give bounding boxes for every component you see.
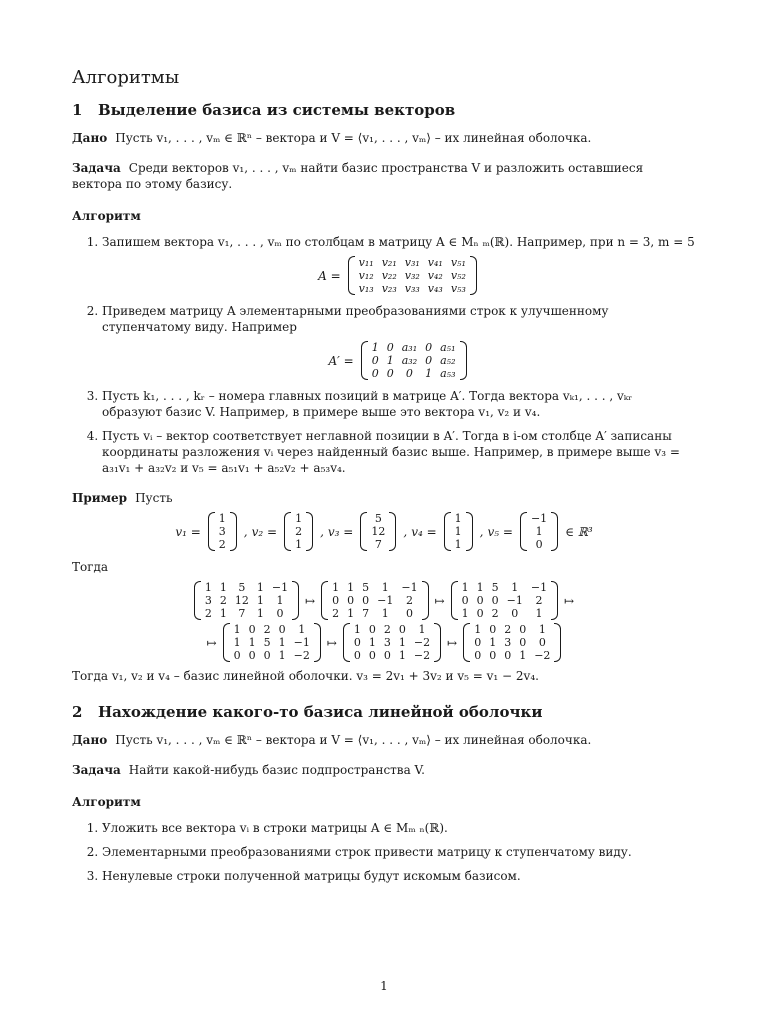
matrix-entry: 1 bbox=[489, 636, 497, 649]
matrix-entry: 1 bbox=[204, 581, 212, 594]
matrix-entry: −2 bbox=[413, 636, 431, 649]
matrix-body bbox=[355, 256, 470, 295]
matrix-row bbox=[230, 623, 314, 636]
matrix-entry: −1 bbox=[377, 594, 394, 607]
vector-label: v₃ = bbox=[327, 524, 354, 539]
matrix-body bbox=[230, 623, 314, 662]
matrix-entry: 0 bbox=[248, 649, 256, 662]
matrix-entry: v₂₃ bbox=[381, 282, 397, 295]
algorithm-steps bbox=[72, 234, 696, 476]
given-text: Пусть v₁, . . . , vₘ ∈ ℝⁿ – вектора и V = ⟨v₁, . . . , vₘ⟩ – их линейная оболочка. bbox=[115, 733, 592, 747]
comma-separator: , bbox=[320, 524, 324, 539]
matrix-entry: a₅₂ bbox=[440, 354, 456, 367]
matrix-row bbox=[230, 649, 314, 662]
then-label: Тогда bbox=[72, 560, 109, 574]
equation-A-prime bbox=[102, 341, 696, 380]
matrix-entry: 5 bbox=[491, 581, 499, 594]
matrix-row bbox=[201, 581, 292, 594]
matrix-entry: 7 bbox=[238, 607, 246, 620]
left-bracket bbox=[194, 581, 201, 620]
matrix-entry: 1 bbox=[248, 636, 256, 649]
right-bracket bbox=[306, 512, 313, 551]
matrix-entry: 0 bbox=[386, 341, 394, 354]
matrix-entry: −1 bbox=[506, 594, 523, 607]
matrix-entry: 0 bbox=[362, 594, 370, 607]
example-intro: Пусть bbox=[135, 491, 173, 505]
matrix-row bbox=[350, 636, 434, 649]
matrix-entry: −1 bbox=[293, 636, 310, 649]
matrix-entry: 1 bbox=[418, 623, 426, 636]
matrix-entry: 1 bbox=[233, 623, 241, 636]
matrix-entry: 3 bbox=[504, 636, 512, 649]
column-vector bbox=[520, 512, 558, 551]
reduction-matrix bbox=[343, 623, 441, 662]
matrix-row bbox=[470, 636, 554, 649]
matrix-row bbox=[527, 525, 551, 538]
matrix-entry: 0 bbox=[474, 636, 482, 649]
document-page bbox=[72, 66, 696, 892]
matrix-entry: 0 bbox=[476, 594, 484, 607]
matrix-row bbox=[355, 269, 470, 282]
given-paragraph bbox=[72, 130, 696, 146]
comma-separator: , bbox=[243, 524, 248, 539]
matrix-entry: 2 bbox=[491, 607, 499, 620]
matrix-entry: 1 bbox=[454, 538, 462, 551]
matrix-row bbox=[368, 341, 460, 354]
left-bracket bbox=[321, 581, 328, 620]
matrix-entry: 2 bbox=[332, 607, 340, 620]
matrix-entry: 1 bbox=[381, 607, 389, 620]
matrix-entry: 0 bbox=[332, 594, 340, 607]
step-text: Ненулевые строки полученной матрицы будут искомым базисом. bbox=[102, 869, 521, 883]
matrix-row bbox=[291, 525, 306, 538]
matrix-entry: 2 bbox=[504, 623, 512, 636]
matrix-row bbox=[291, 512, 306, 525]
mapsto-arrow: ↦ bbox=[206, 635, 217, 650]
matrix-entry: v₃₁ bbox=[404, 256, 420, 269]
matrix-entry: a₃₂ bbox=[401, 354, 418, 367]
section-1-heading bbox=[72, 100, 696, 120]
matrix-entry: v₁₁ bbox=[358, 256, 374, 269]
matrix-entry: 5 bbox=[362, 581, 370, 594]
matrix-row bbox=[368, 354, 460, 367]
matrix-entry: 0 bbox=[368, 649, 376, 662]
example-paragraph bbox=[72, 490, 696, 506]
matrix-entry: v₅₂ bbox=[450, 269, 466, 282]
matrix-row bbox=[355, 282, 470, 295]
matrix-entry: 1 bbox=[219, 581, 227, 594]
matrix-entry: 0 bbox=[504, 649, 512, 662]
matrix-entry: 5 bbox=[263, 636, 271, 649]
matrix-row bbox=[527, 512, 551, 525]
given-text: Пусть v₁, . . . , vₘ ∈ ℝⁿ – вектора и V = ⟨v₁, . . . , vₘ⟩ – их линейная оболочка. bbox=[115, 131, 592, 145]
matrix-entry: 0 bbox=[347, 594, 355, 607]
matrix-entry: 1 bbox=[256, 607, 264, 620]
right-bracket bbox=[292, 581, 299, 620]
matrix-entry: −2 bbox=[534, 649, 551, 662]
vector-label: v₁ = bbox=[175, 524, 201, 539]
mapsto-arrow: ↦ bbox=[564, 593, 575, 608]
left-bracket bbox=[223, 623, 230, 662]
matrix-row bbox=[201, 607, 292, 620]
matrix-entry: 0 bbox=[353, 636, 361, 649]
matrix-entry: 0 bbox=[519, 623, 527, 636]
matrix-entry: −1 bbox=[530, 581, 548, 594]
matrix-entry: 5 bbox=[238, 581, 246, 594]
matrix-entry: 3 bbox=[218, 525, 226, 538]
matrix-A-prime bbox=[361, 341, 467, 380]
step-3 bbox=[102, 868, 696, 884]
comma-separator: , bbox=[479, 524, 484, 539]
matrix-entry: 1 bbox=[332, 581, 340, 594]
matrix-entry: v₂₁ bbox=[381, 256, 397, 269]
column-vector bbox=[208, 512, 237, 551]
left-bracket bbox=[463, 623, 470, 662]
step-text: Пусть k₁, . . . , kᵣ – номера главных позиций в матрице A′. Тогда вектора vₖ₁, . . . , vₖᵣ образуют базис V. Например, в примере выше это вектора v₁, v₂ и v₄. bbox=[102, 389, 633, 419]
matrix-entry: v₅₁ bbox=[450, 256, 466, 269]
matrix-entry: 1 bbox=[511, 581, 519, 594]
mapsto-arrow: ↦ bbox=[326, 635, 337, 650]
matrix-entry: v₄₃ bbox=[427, 282, 443, 295]
algorithm-steps bbox=[72, 820, 696, 884]
matrix-row bbox=[451, 538, 466, 551]
column-vector bbox=[444, 512, 473, 551]
right-bracket bbox=[551, 512, 558, 551]
given-label: Дано bbox=[72, 733, 108, 747]
step-1 bbox=[102, 234, 696, 295]
matrix-entry: 1 bbox=[347, 581, 355, 594]
matrix-entry: a₅₁ bbox=[440, 341, 456, 354]
left-bracket bbox=[348, 256, 355, 295]
matrix-entry: 1 bbox=[474, 623, 482, 636]
matrix-entry: 0 bbox=[461, 594, 469, 607]
step-text: Приведем матрицу A элементарными преобразованиями строк к улучшенному ступенчатому виду. Например bbox=[102, 304, 609, 334]
left-bracket bbox=[520, 512, 527, 551]
reduction-matrix bbox=[321, 581, 428, 620]
matrix-row bbox=[328, 581, 421, 594]
matrix-body bbox=[367, 512, 389, 551]
matrix-entry: 1 bbox=[454, 512, 462, 525]
matrix-entry: v₄₁ bbox=[427, 256, 443, 269]
matrix-row bbox=[458, 581, 551, 594]
left-bracket bbox=[343, 623, 350, 662]
left-bracket bbox=[208, 512, 215, 551]
section-number: 2 bbox=[72, 703, 83, 721]
matrix-body bbox=[527, 512, 551, 551]
equation-A bbox=[102, 256, 696, 295]
given-paragraph bbox=[72, 732, 696, 748]
section-title: Выделение базиса из системы векторов bbox=[98, 101, 456, 119]
matrix-entry: 1 bbox=[535, 525, 543, 538]
matrix-body bbox=[291, 512, 306, 551]
matrix-entry: −1 bbox=[271, 581, 289, 594]
section-title: Нахождение какого-то базиса линейной оболочки bbox=[98, 703, 543, 721]
matrix-entry: 1 bbox=[381, 581, 389, 594]
matrix-entry: 2 bbox=[405, 594, 413, 607]
matrix-entry: 1 bbox=[425, 367, 433, 380]
equation-lhs: A′ = bbox=[328, 353, 354, 368]
matrix-row bbox=[458, 594, 551, 607]
matrix-row bbox=[201, 594, 292, 607]
step-4 bbox=[102, 428, 696, 476]
mapsto-arrow: ↦ bbox=[434, 593, 445, 608]
left-bracket bbox=[360, 512, 367, 551]
matrix-entry: v₂₂ bbox=[381, 269, 397, 282]
matrix-entry: 0 bbox=[371, 354, 379, 367]
matrix-entry: −1 bbox=[401, 581, 418, 594]
matrix-row bbox=[367, 538, 389, 551]
task-label: Задача bbox=[72, 763, 121, 777]
left-bracket bbox=[361, 341, 368, 380]
right-bracket bbox=[389, 512, 396, 551]
section-number: 1 bbox=[72, 101, 83, 119]
matrix-row bbox=[215, 538, 230, 551]
example-vectors bbox=[72, 512, 696, 551]
matrix-entry: 2 bbox=[535, 594, 543, 607]
matrix-entry: 0 bbox=[263, 649, 271, 662]
mapsto-arrow: ↦ bbox=[305, 593, 316, 608]
step-text: Уложить все вектора vᵢ в строки матрицы A ∈ Mₘ ₙ(ℝ). bbox=[102, 821, 448, 835]
step-1 bbox=[102, 820, 696, 836]
matrix-entry: 12 bbox=[234, 594, 249, 607]
left-bracket bbox=[444, 512, 451, 551]
vector-space-label: ∈ ℝ³ bbox=[565, 524, 593, 539]
task-paragraph bbox=[72, 762, 696, 778]
reduction-row-2 bbox=[72, 623, 696, 662]
matrix-entry: v₃₃ bbox=[404, 282, 420, 295]
reduction-matrix bbox=[451, 581, 558, 620]
right-bracket bbox=[230, 512, 237, 551]
right-bracket bbox=[470, 256, 477, 295]
vector-label: v₅ = bbox=[487, 524, 513, 539]
example-label: Пример bbox=[72, 491, 128, 505]
matrix-row bbox=[215, 512, 230, 525]
matrix-entry: 2 bbox=[383, 623, 391, 636]
matrix-entry: 0 bbox=[368, 623, 376, 636]
matrix-entry: 1 bbox=[219, 607, 227, 620]
mapsto-arrow: ↦ bbox=[447, 635, 458, 650]
matrix-A bbox=[348, 256, 477, 295]
matrix-row bbox=[367, 512, 389, 525]
matrix-body bbox=[350, 623, 434, 662]
matrix-row bbox=[451, 525, 466, 538]
right-bracket bbox=[551, 581, 558, 620]
reduction-row-1 bbox=[72, 581, 696, 620]
matrix-entry: −2 bbox=[413, 649, 431, 662]
matrix-entry: 0 bbox=[476, 607, 484, 620]
matrix-entry: 1 bbox=[256, 594, 264, 607]
matrix-entry: 0 bbox=[519, 636, 527, 649]
page-number: 1 bbox=[380, 979, 388, 993]
matrix-entry: 0 bbox=[491, 594, 499, 607]
right-bracket bbox=[314, 623, 321, 662]
matrix-entry: 0 bbox=[248, 623, 256, 636]
matrix-entry: 2 bbox=[295, 525, 303, 538]
left-bracket bbox=[284, 512, 291, 551]
matrix-row bbox=[458, 607, 551, 620]
matrix-body bbox=[451, 512, 466, 551]
comma-separator: , bbox=[403, 524, 408, 539]
matrix-entry: 1 bbox=[298, 623, 306, 636]
matrix-entry: 0 bbox=[511, 607, 519, 620]
step-text: Элементарными преобразованиями строк привести матрицу к ступенчатому виду. bbox=[102, 845, 632, 859]
right-bracket bbox=[460, 341, 467, 380]
matrix-entry: v₁₂ bbox=[358, 269, 374, 282]
left-bracket bbox=[451, 581, 458, 620]
matrix-entry: 1 bbox=[233, 636, 241, 649]
matrix-entry: 1 bbox=[398, 636, 406, 649]
matrix-entry: v₄₂ bbox=[427, 269, 443, 282]
matrix-entry: 1 bbox=[461, 607, 469, 620]
vector-label: v₂ = bbox=[251, 524, 278, 539]
column-vector bbox=[284, 512, 313, 551]
matrix-entry: a₅₃ bbox=[440, 367, 456, 380]
matrix-entry: 0 bbox=[489, 623, 497, 636]
matrix-body bbox=[328, 581, 421, 620]
document-title: Алгоритмы bbox=[72, 67, 180, 88]
reduction-matrix bbox=[223, 623, 321, 662]
matrix-row bbox=[355, 256, 470, 269]
matrix-body bbox=[215, 512, 230, 551]
matrix-row bbox=[350, 623, 434, 636]
matrix-entry: v₅₃ bbox=[450, 282, 466, 295]
matrix-entry: v₃₂ bbox=[404, 269, 420, 282]
step-2 bbox=[102, 844, 696, 860]
matrix-entry: 2 bbox=[204, 607, 212, 620]
matrix-entry: 0 bbox=[371, 367, 379, 380]
algorithm-label: Алгоритм bbox=[72, 209, 141, 223]
matrix-entry: 0 bbox=[489, 649, 497, 662]
matrix-row bbox=[215, 525, 230, 538]
matrix-row bbox=[451, 512, 466, 525]
matrix-entry: 0 bbox=[425, 341, 433, 354]
matrix-row bbox=[328, 607, 421, 620]
column-vector bbox=[360, 512, 396, 551]
vector-label: v₄ = bbox=[411, 524, 437, 539]
right-bracket bbox=[434, 623, 441, 662]
matrix-entry: 0 bbox=[386, 367, 394, 380]
reduction-matrix bbox=[194, 581, 299, 620]
matrix-entry: 1 bbox=[476, 581, 484, 594]
matrix-entry: 1 bbox=[276, 594, 284, 607]
step-text: Пусть vᵢ – вектор соответствует неглавной позиции в A′. Тогда в i-ом столбце A′ записаны координаты разложения vᵢ через найденный базис выше. Например, в примере выше v₃ = a₃₁v₁ + a₃₂v₂ и v₅ = a₅₁v₁ + a₅₂v₂ + a₅₃v₄. bbox=[102, 429, 680, 475]
matrix-entry: 0 bbox=[425, 354, 433, 367]
matrix-entry: 2 bbox=[218, 538, 226, 551]
matrix-entry: 1 bbox=[278, 649, 286, 662]
step-3 bbox=[102, 388, 696, 420]
matrix-row bbox=[367, 525, 389, 538]
matrix-entry: 7 bbox=[374, 538, 382, 551]
matrix-entry: 2 bbox=[219, 594, 227, 607]
matrix-entry: 0 bbox=[233, 649, 241, 662]
matrix-entry: 1 bbox=[535, 607, 543, 620]
matrix-row bbox=[470, 623, 554, 636]
matrix-entry: 1 bbox=[347, 607, 355, 620]
matrix-entry: v₁₃ bbox=[358, 282, 374, 295]
matrix-entry: 0 bbox=[278, 623, 286, 636]
matrix-entry: 1 bbox=[454, 525, 462, 538]
matrix-entry: 1 bbox=[398, 649, 406, 662]
matrix-entry: 1 bbox=[295, 512, 303, 525]
matrix-entry: 12 bbox=[371, 525, 386, 538]
task-text: Найти какой-нибудь базис подпространства V. bbox=[128, 763, 425, 777]
algorithm-label: Алгоритм bbox=[72, 795, 141, 809]
step-2 bbox=[102, 303, 696, 380]
task-text: Среди векторов v₁, . . . , vₘ найти базис пространства V и разложить оставшиеся вектора по этому базису. bbox=[72, 161, 644, 191]
matrix-entry: 0 bbox=[474, 649, 482, 662]
right-bracket bbox=[422, 581, 429, 620]
matrix-entry: 0 bbox=[276, 607, 284, 620]
matrix-entry: a₃₁ bbox=[401, 341, 418, 354]
matrix-row bbox=[230, 636, 314, 649]
given-label: Дано bbox=[72, 131, 108, 145]
matrix-body bbox=[458, 581, 551, 620]
matrix-entry: 5 bbox=[374, 512, 382, 525]
matrix-entry: 1 bbox=[386, 354, 394, 367]
matrix-entry: 1 bbox=[218, 512, 226, 525]
task-label: Задача bbox=[72, 161, 121, 175]
matrix-body bbox=[470, 623, 554, 662]
matrix-entry: 1 bbox=[353, 623, 361, 636]
task-paragraph bbox=[72, 160, 696, 192]
matrix-entry: 7 bbox=[362, 607, 370, 620]
matrix-entry: 0 bbox=[538, 636, 546, 649]
matrix-entry: 3 bbox=[383, 636, 391, 649]
matrix-row bbox=[291, 538, 306, 551]
section-2-heading bbox=[72, 702, 696, 722]
example-conclusion: Тогда v₁, v₂ и v₄ – базис линейной оболочки. v₃ = 2v₁ + 3v₂ и v₅ = v₁ − 2v₄. bbox=[72, 669, 539, 683]
matrix-row bbox=[368, 367, 460, 380]
matrix-entry: 1 bbox=[368, 636, 376, 649]
matrix-entry: 1 bbox=[278, 636, 286, 649]
reduction-matrix bbox=[463, 623, 561, 662]
matrix-entry: 0 bbox=[398, 623, 406, 636]
equation-lhs: A = bbox=[318, 268, 341, 283]
right-bracket bbox=[466, 512, 473, 551]
matrix-entry: 1 bbox=[461, 581, 469, 594]
step-text: Запишем вектора v₁, . . . , vₘ по столбцам в матрицу A ∈ Mₙ ₘ(ℝ). Например, при n = 3, m = 5 bbox=[102, 235, 695, 249]
matrix-entry: 0 bbox=[405, 367, 413, 380]
matrix-entry: −2 bbox=[293, 649, 310, 662]
matrix-entry: 0 bbox=[405, 607, 413, 620]
matrix-entry: 0 bbox=[535, 538, 543, 551]
matrix-row bbox=[350, 649, 434, 662]
matrix-entry: 0 bbox=[383, 649, 391, 662]
matrix-row bbox=[328, 594, 421, 607]
matrix-entry: 1 bbox=[295, 538, 303, 551]
matrix-entry: 3 bbox=[204, 594, 212, 607]
matrix-row bbox=[470, 649, 554, 662]
matrix-entry: 1 bbox=[519, 649, 527, 662]
matrix-entry: 1 bbox=[538, 623, 546, 636]
matrix-entry: 1 bbox=[371, 341, 379, 354]
matrix-body bbox=[368, 341, 460, 380]
row-reduction bbox=[72, 581, 696, 662]
matrix-entry: 1 bbox=[256, 581, 264, 594]
matrix-entry: 2 bbox=[263, 623, 271, 636]
matrix-entry: −1 bbox=[530, 512, 548, 525]
matrix-body bbox=[201, 581, 292, 620]
matrix-entry: 0 bbox=[353, 649, 361, 662]
matrix-row bbox=[527, 538, 551, 551]
right-bracket bbox=[554, 623, 561, 662]
